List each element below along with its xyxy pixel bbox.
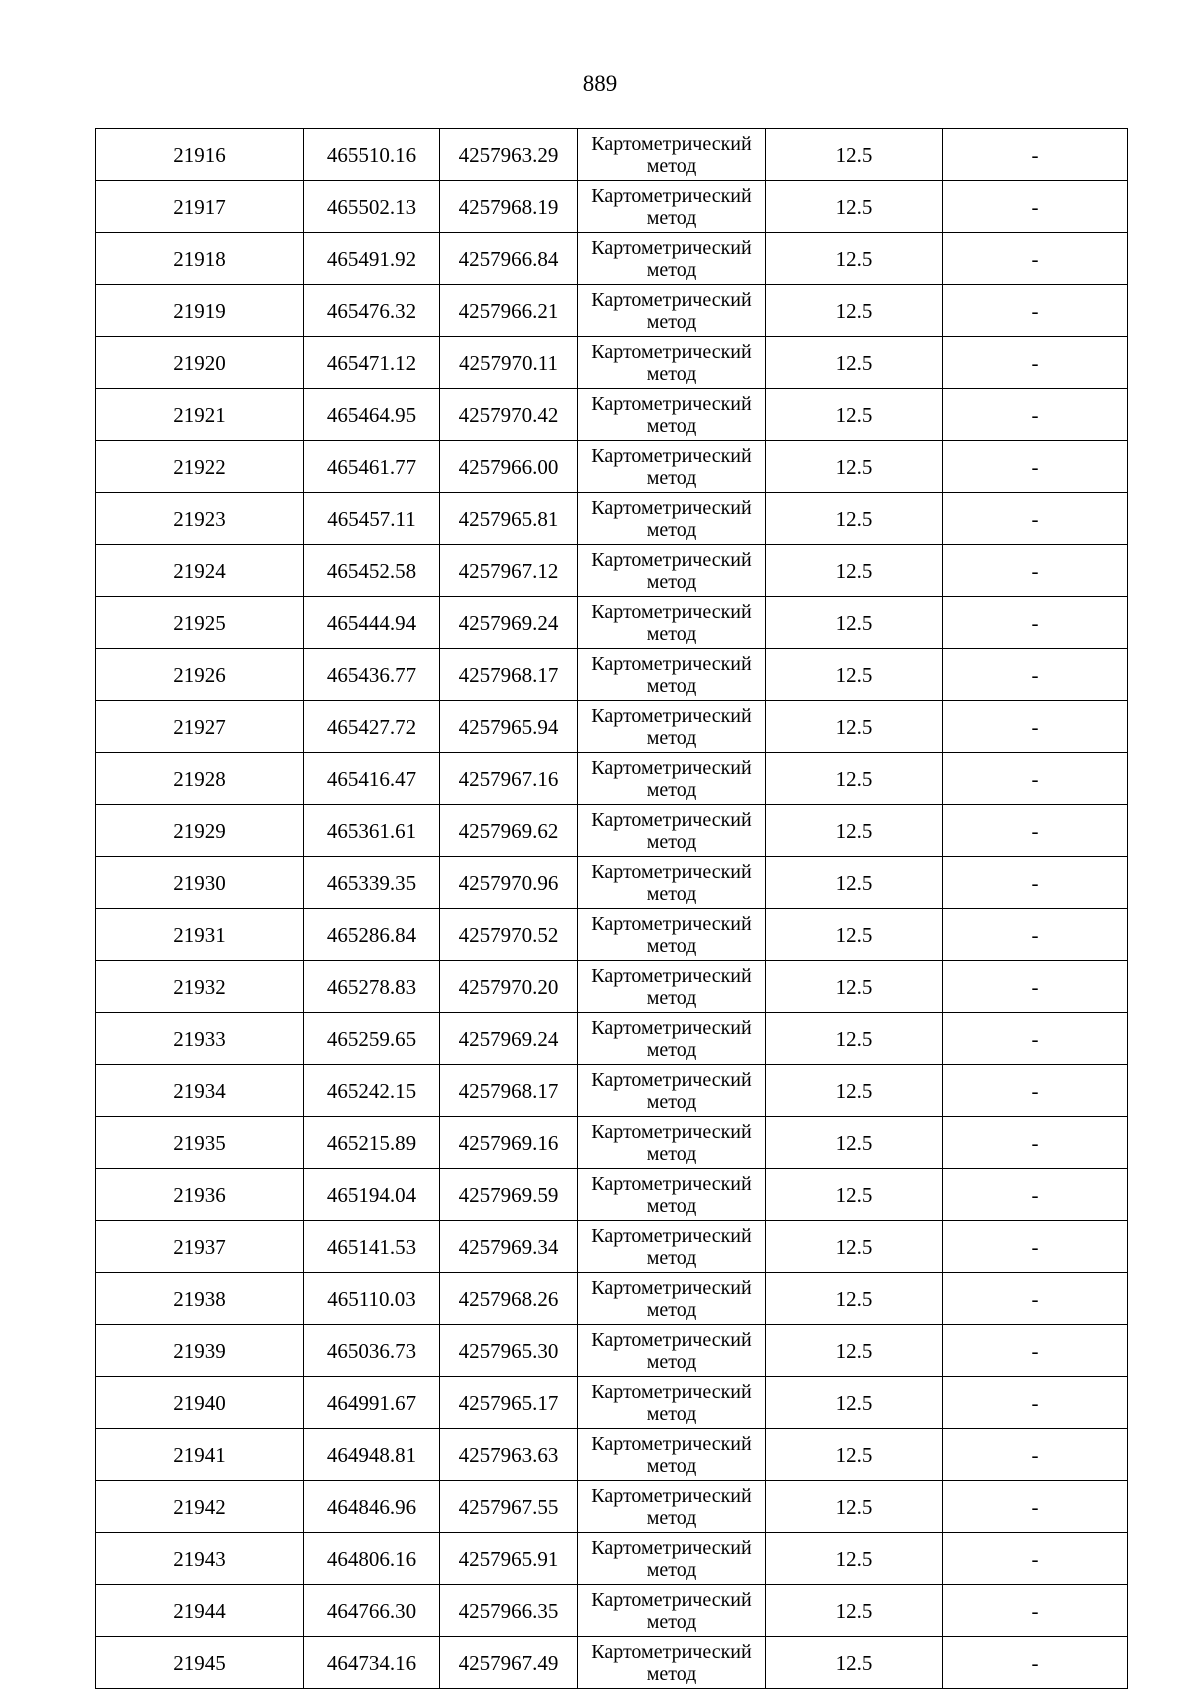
method-cell [578,1325,766,1377]
note-cell: - [943,1429,1128,1481]
table-row [96,909,1128,961]
table-row [96,181,1128,233]
method-line-2: метод [646,519,697,541]
method-line-2: метод [646,1247,697,1269]
accuracy-cell: 12.5 [766,1377,943,1429]
method-line-2: метод [646,883,697,905]
point-number-cell: 21932 [96,961,304,1013]
x-coordinate-cell: 465416.47 [304,753,440,805]
method-cell [578,1169,766,1221]
y-coordinate-cell: 4257968.17 [440,1065,578,1117]
x-coordinate-cell: 465259.65 [304,1013,440,1065]
method-line-1: Картометрический [591,601,752,623]
x-coordinate-cell: 465110.03 [304,1273,440,1325]
note-cell: - [943,1585,1128,1637]
y-coordinate-cell: 4257969.24 [440,1013,578,1065]
table-row [96,337,1128,389]
method-cell [578,389,766,441]
table-row [96,233,1128,285]
y-coordinate-cell: 4257969.59 [440,1169,578,1221]
method-cell [578,233,766,285]
table-row [96,1325,1128,1377]
note-cell: - [943,1013,1128,1065]
point-number-cell: 21923 [96,493,304,545]
note-cell: - [943,1169,1128,1221]
x-coordinate-cell: 465452.58 [304,545,440,597]
table-row [96,285,1128,337]
point-number-cell: 21922 [96,441,304,493]
note-cell: - [943,597,1128,649]
note-cell: - [943,129,1128,181]
note-cell: - [943,909,1128,961]
method-line-2: метод [646,1143,697,1165]
x-coordinate-cell: 465278.83 [304,961,440,1013]
x-coordinate-cell: 465461.77 [304,441,440,493]
method-line-2: метод [646,1299,697,1321]
accuracy-cell: 12.5 [766,389,943,441]
method-line-2: метод [646,987,697,1009]
table-row [96,1117,1128,1169]
method-line-1: Картометрический [591,809,752,831]
method-line-1: Картометрический [591,705,752,727]
method-cell [578,285,766,337]
x-coordinate-cell: 465339.35 [304,857,440,909]
method-line-1: Картометрический [591,1017,752,1039]
method-cell [578,1065,766,1117]
method-line-2: метод [646,571,697,593]
note-cell: - [943,285,1128,337]
point-number-cell: 21926 [96,649,304,701]
accuracy-cell: 12.5 [766,493,943,545]
x-coordinate-cell: 464766.30 [304,1585,440,1637]
table-row [96,493,1128,545]
method-line-1: Картометрический [591,393,752,415]
table-row [96,1429,1128,1481]
table-row [96,1221,1128,1273]
accuracy-cell: 12.5 [766,1013,943,1065]
note-cell: - [943,1637,1128,1689]
y-coordinate-cell: 4257965.94 [440,701,578,753]
method-cell [578,1585,766,1637]
table-row [96,1377,1128,1429]
note-cell: - [943,441,1128,493]
method-line-1: Картометрический [591,1433,752,1455]
table-row [96,805,1128,857]
table-row [96,1065,1128,1117]
method-line-1: Картометрический [591,1329,752,1351]
method-line-2: метод [646,675,697,697]
point-number-cell: 21918 [96,233,304,285]
method-cell [578,441,766,493]
table-row [96,1481,1128,1533]
y-coordinate-cell: 4257968.17 [440,649,578,701]
note-cell: - [943,1377,1128,1429]
method-line-1: Картометрический [591,861,752,883]
method-cell [578,545,766,597]
y-coordinate-cell: 4257970.52 [440,909,578,961]
y-coordinate-cell: 4257970.96 [440,857,578,909]
accuracy-cell: 12.5 [766,545,943,597]
accuracy-cell: 12.5 [766,1585,943,1637]
y-coordinate-cell: 4257966.21 [440,285,578,337]
method-cell [578,1013,766,1065]
table-row [96,441,1128,493]
x-coordinate-cell: 464806.16 [304,1533,440,1585]
point-number-cell: 21945 [96,1637,304,1689]
coordinates-table [95,128,1128,1689]
accuracy-cell: 12.5 [766,649,943,701]
method-line-2: метод [646,1455,697,1477]
method-line-2: метод [646,727,697,749]
method-line-1: Картометрический [591,497,752,519]
x-coordinate-cell: 465457.11 [304,493,440,545]
method-line-2: метод [646,467,697,489]
point-number-cell: 21930 [96,857,304,909]
note-cell: - [943,1117,1128,1169]
point-number-cell: 21931 [96,909,304,961]
y-coordinate-cell: 4257968.19 [440,181,578,233]
table-row [96,1637,1128,1689]
point-number-cell: 21916 [96,129,304,181]
x-coordinate-cell: 465491.92 [304,233,440,285]
x-coordinate-cell: 464948.81 [304,1429,440,1481]
method-line-2: метод [646,1403,697,1425]
method-line-1: Картометрический [591,133,752,155]
point-number-cell: 21941 [96,1429,304,1481]
note-cell: - [943,701,1128,753]
x-coordinate-cell: 465361.61 [304,805,440,857]
point-number-cell: 21929 [96,805,304,857]
y-coordinate-cell: 4257969.24 [440,597,578,649]
accuracy-cell: 12.5 [766,805,943,857]
accuracy-cell: 12.5 [766,1429,943,1481]
method-line-2: метод [646,311,697,333]
method-line-1: Картометрический [591,549,752,571]
method-cell [578,1481,766,1533]
y-coordinate-cell: 4257970.11 [440,337,578,389]
x-coordinate-cell: 464846.96 [304,1481,440,1533]
method-line-2: метод [646,207,697,229]
point-number-cell: 21937 [96,1221,304,1273]
x-coordinate-cell: 465141.53 [304,1221,440,1273]
accuracy-cell: 12.5 [766,961,943,1013]
x-coordinate-cell: 465444.94 [304,597,440,649]
accuracy-cell: 12.5 [766,753,943,805]
method-cell [578,1117,766,1169]
point-number-cell: 21934 [96,1065,304,1117]
point-number-cell: 21919 [96,285,304,337]
x-coordinate-cell: 465242.15 [304,1065,440,1117]
y-coordinate-cell: 4257969.62 [440,805,578,857]
method-line-1: Картометрический [591,1069,752,1091]
note-cell: - [943,181,1128,233]
accuracy-cell: 12.5 [766,1273,943,1325]
accuracy-cell: 12.5 [766,1169,943,1221]
y-coordinate-cell: 4257967.49 [440,1637,578,1689]
method-line-1: Картометрический [591,1641,752,1663]
method-cell [578,857,766,909]
point-number-cell: 21938 [96,1273,304,1325]
method-cell [578,805,766,857]
accuracy-cell: 12.5 [766,441,943,493]
point-number-cell: 21944 [96,1585,304,1637]
note-cell: - [943,337,1128,389]
method-line-1: Картометрический [591,341,752,363]
method-cell [578,1273,766,1325]
y-coordinate-cell: 4257963.63 [440,1429,578,1481]
method-line-2: метод [646,779,697,801]
point-number-cell: 21924 [96,545,304,597]
point-number-cell: 21940 [96,1377,304,1429]
table-row [96,1273,1128,1325]
method-line-2: метод [646,1663,697,1685]
note-cell: - [943,233,1128,285]
method-line-2: метод [646,623,697,645]
y-coordinate-cell: 4257966.00 [440,441,578,493]
accuracy-cell: 12.5 [766,701,943,753]
x-coordinate-cell: 464734.16 [304,1637,440,1689]
point-number-cell: 21920 [96,337,304,389]
table-row [96,597,1128,649]
y-coordinate-cell: 4257967.12 [440,545,578,597]
point-number-cell: 21933 [96,1013,304,1065]
method-line-1: Картометрический [591,1121,752,1143]
note-cell: - [943,389,1128,441]
y-coordinate-cell: 4257963.29 [440,129,578,181]
method-cell [578,181,766,233]
point-number-cell: 21942 [96,1481,304,1533]
method-cell [578,753,766,805]
table-row [96,701,1128,753]
y-coordinate-cell: 4257965.30 [440,1325,578,1377]
accuracy-cell: 12.5 [766,1117,943,1169]
y-coordinate-cell: 4257970.42 [440,389,578,441]
accuracy-cell: 12.5 [766,909,943,961]
accuracy-cell: 12.5 [766,857,943,909]
x-coordinate-cell: 465502.13 [304,181,440,233]
method-cell [578,1533,766,1585]
table-row [96,649,1128,701]
note-cell: - [943,1273,1128,1325]
x-coordinate-cell: 465476.32 [304,285,440,337]
table-row [96,1013,1128,1065]
note-cell: - [943,961,1128,1013]
x-coordinate-cell: 465427.72 [304,701,440,753]
accuracy-cell: 12.5 [766,233,943,285]
x-coordinate-cell: 465436.77 [304,649,440,701]
point-number-cell: 21928 [96,753,304,805]
x-coordinate-cell: 465036.73 [304,1325,440,1377]
method-line-2: метод [646,415,697,437]
method-line-2: метод [646,935,697,957]
method-line-1: Картометрический [591,237,752,259]
table-row [96,1585,1128,1637]
method-line-2: метод [646,259,697,281]
method-line-1: Картометрический [591,757,752,779]
method-line-1: Картометрический [591,653,752,675]
y-coordinate-cell: 4257969.16 [440,1117,578,1169]
accuracy-cell: 12.5 [766,129,943,181]
y-coordinate-cell: 4257965.91 [440,1533,578,1585]
table-row [96,389,1128,441]
table-row [96,129,1128,181]
note-cell: - [943,857,1128,909]
table-row [96,857,1128,909]
y-coordinate-cell: 4257968.26 [440,1273,578,1325]
note-cell: - [943,805,1128,857]
x-coordinate-cell: 465194.04 [304,1169,440,1221]
note-cell: - [943,1065,1128,1117]
note-cell: - [943,493,1128,545]
method-cell [578,961,766,1013]
note-cell: - [943,545,1128,597]
accuracy-cell: 12.5 [766,1533,943,1585]
table-body [96,129,1128,1689]
accuracy-cell: 12.5 [766,1065,943,1117]
method-line-1: Картометрический [591,1485,752,1507]
page-number: 889 [582,71,618,96]
accuracy-cell: 12.5 [766,337,943,389]
method-line-2: метод [646,1559,697,1581]
method-cell [578,1429,766,1481]
table-row [96,961,1128,1013]
method-line-1: Картометрический [591,185,752,207]
accuracy-cell: 12.5 [766,1481,943,1533]
point-number-cell: 21917 [96,181,304,233]
method-line-2: метод [646,1195,697,1217]
method-line-2: метод [646,1039,697,1061]
method-line-1: Картометрический [591,289,752,311]
table-row [96,1533,1128,1585]
note-cell: - [943,753,1128,805]
method-line-2: метод [646,1351,697,1373]
method-line-2: метод [646,1611,697,1633]
method-line-1: Картометрический [591,1225,752,1247]
method-line-1: Картометрический [591,965,752,987]
x-coordinate-cell: 465464.95 [304,389,440,441]
note-cell: - [943,1481,1128,1533]
point-number-cell: 21925 [96,597,304,649]
method-cell [578,1637,766,1689]
method-cell [578,649,766,701]
method-cell [578,701,766,753]
point-number-cell: 21921 [96,389,304,441]
method-cell [578,1377,766,1429]
x-coordinate-cell: 465510.16 [304,129,440,181]
table-row [96,753,1128,805]
method-line-1: Картометрический [591,1589,752,1611]
y-coordinate-cell: 4257966.35 [440,1585,578,1637]
y-coordinate-cell: 4257965.81 [440,493,578,545]
y-coordinate-cell: 4257970.20 [440,961,578,1013]
method-line-1: Картометрический [591,1277,752,1299]
note-cell: - [943,649,1128,701]
accuracy-cell: 12.5 [766,181,943,233]
y-coordinate-cell: 4257969.34 [440,1221,578,1273]
accuracy-cell: 12.5 [766,1325,943,1377]
point-number-cell: 21927 [96,701,304,753]
point-number-cell: 21936 [96,1169,304,1221]
note-cell: - [943,1325,1128,1377]
y-coordinate-cell: 4257965.17 [440,1377,578,1429]
accuracy-cell: 12.5 [766,1221,943,1273]
method-line-1: Картометрический [591,445,752,467]
accuracy-cell: 12.5 [766,597,943,649]
accuracy-cell: 12.5 [766,1637,943,1689]
method-line-1: Картометрический [591,913,752,935]
method-line-2: метод [646,831,697,853]
note-cell: - [943,1533,1128,1585]
method-cell [578,129,766,181]
method-line-2: метод [646,363,697,385]
method-cell [578,337,766,389]
method-line-2: метод [646,155,697,177]
method-cell [578,493,766,545]
table-row [96,545,1128,597]
x-coordinate-cell: 465471.12 [304,337,440,389]
method-cell [578,597,766,649]
point-number-cell: 21935 [96,1117,304,1169]
point-number-cell: 21943 [96,1533,304,1585]
method-line-1: Картометрический [591,1173,752,1195]
note-cell: - [943,1221,1128,1273]
method-line-2: метод [646,1507,697,1529]
method-cell [578,909,766,961]
method-cell [578,1221,766,1273]
table-row [96,1169,1128,1221]
y-coordinate-cell: 4257966.84 [440,233,578,285]
method-line-1: Картометрический [591,1381,752,1403]
x-coordinate-cell: 465215.89 [304,1117,440,1169]
accuracy-cell: 12.5 [766,285,943,337]
point-number-cell: 21939 [96,1325,304,1377]
x-coordinate-cell: 464991.67 [304,1377,440,1429]
y-coordinate-cell: 4257967.16 [440,753,578,805]
method-line-1: Картометрический [591,1537,752,1559]
y-coordinate-cell: 4257967.55 [440,1481,578,1533]
x-coordinate-cell: 465286.84 [304,909,440,961]
method-line-2: метод [646,1091,697,1113]
